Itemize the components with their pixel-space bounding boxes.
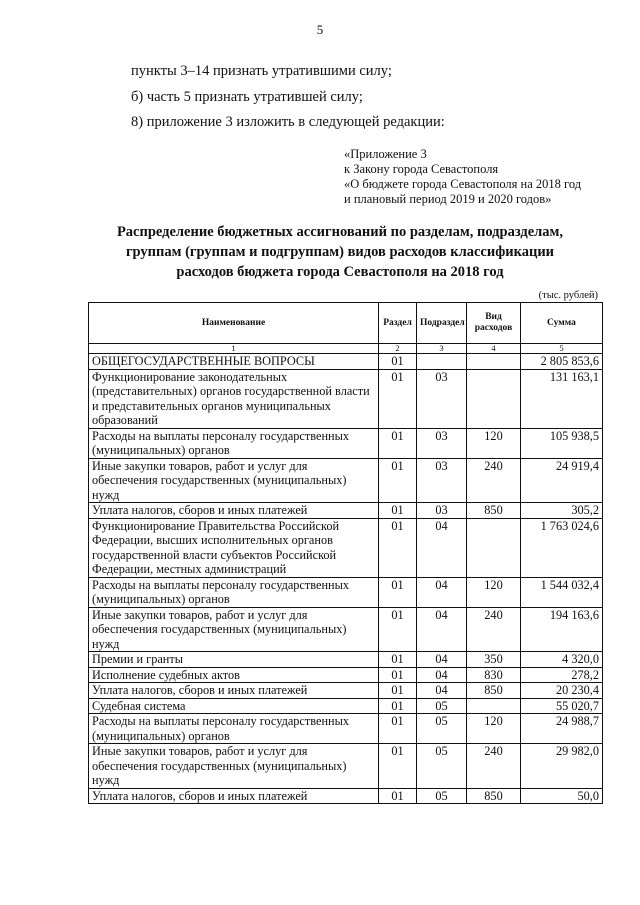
cell-expense-type: 830 [467,667,521,683]
paragraph-2: б) часть 5 признать утратившей силу; [131,89,363,105]
cell-amount: 305,2 [521,503,603,519]
cell-subsection: 03 [417,503,467,519]
cell-name: Уплата налогов, сборов и иных платежей [89,503,379,519]
cell-subsection: 04 [417,577,467,607]
page-number: 5 [316,22,324,37]
cell-expense-type: 350 [467,652,521,668]
cell-amount: 50,0 [521,788,603,804]
paragraph-1: пункты 3–14 признать утратившими силу; [131,63,392,79]
cell-amount: 194 163,6 [521,607,603,652]
table-row [89,503,603,519]
table-row [89,354,603,370]
cell-amount: 131 163,1 [521,369,603,428]
cell-section: 01 [379,354,417,370]
table-row [89,652,603,668]
cell-amount: 24 988,7 [521,714,603,744]
table-row [89,369,603,428]
cell-section: 01 [379,607,417,652]
cell-expense-type: 850 [467,503,521,519]
cell-amount: 20 230,4 [521,683,603,699]
cell-name: Премии и гранты [89,652,379,668]
appendix-note-line: «Приложение 3 [344,147,427,161]
cell-name: Расходы на выплаты персоналу государственных (муниципальных) органов [89,714,379,744]
cell-amount: 1 763 024,6 [521,518,603,577]
header-section: Раздел [379,303,417,344]
table-row [89,607,603,652]
cell-subsection: 04 [417,607,467,652]
cell-subsection: 03 [417,369,467,428]
column-number: 1 [89,344,379,354]
cell-section: 01 [379,652,417,668]
cell-section: 01 [379,518,417,577]
cell-amount: 105 938,5 [521,428,603,458]
cell-name: Судебная система [89,698,379,714]
cell-expense-type: 240 [467,607,521,652]
cell-subsection: 03 [417,428,467,458]
column-number: 3 [417,344,467,354]
cell-section: 01 [379,698,417,714]
cell-name: ОБЩЕГОСУДАРСТВЕННЫЕ ВОПРОСЫ [89,354,379,370]
cell-expense-type [467,354,521,370]
column-number: 5 [521,344,603,354]
cell-name: Иные закупки товаров, работ и услуг для обеспечения государственных (муниципальных) нужд [89,458,379,503]
table-header-row [89,303,603,344]
cell-subsection: 05 [417,744,467,789]
document-title [70,222,610,282]
cell-subsection: 05 [417,698,467,714]
table-row [89,458,603,503]
units-label: (тыс. рублей) [538,290,598,301]
cell-name: Расходы на выплаты персоналу государственных (муниципальных) органов [89,577,379,607]
appendix-note-line: и плановый период 2019 и 2020 годов» [344,192,552,206]
cell-name: Уплата налогов, сборов и иных платежей [89,683,379,699]
paragraph-3: 8) приложение 3 изложить в следующей редакции: [131,114,445,130]
cell-amount: 1 544 032,4 [521,577,603,607]
cell-expense-type: 850 [467,788,521,804]
cell-name: Расходы на выплаты персоналу государственных (муниципальных) органов [89,428,379,458]
cell-expense-type: 240 [467,744,521,789]
cell-name: Уплата налогов, сборов и иных платежей [89,788,379,804]
cell-expense-type: 850 [467,683,521,699]
cell-expense-type: 240 [467,458,521,503]
cell-amount: 4 320,0 [521,652,603,668]
header-expense-type: Вид расходов [467,303,521,344]
cell-amount: 2 805 853,6 [521,354,603,370]
cell-amount: 24 919,4 [521,458,603,503]
cell-expense-type [467,518,521,577]
cell-section: 01 [379,744,417,789]
cell-subsection: 03 [417,458,467,503]
table-row [89,667,603,683]
table-row [89,428,603,458]
table-row [89,714,603,744]
cell-section: 01 [379,683,417,699]
cell-name: Исполнение судебных актов [89,667,379,683]
cell-subsection: 05 [417,714,467,744]
appendix-note-line: «О бюджете города Севастополя на 2018 год [344,177,582,191]
cell-name: Функционирование Правительства Российской Федерации, высших исполнительных органов государственной власти субъектов Российской Федерации, местных администраций [89,518,379,577]
title-line: Распределение бюджетных ассигнований по разделам, подразделам, [116,224,564,240]
header-amount: Сумма [521,303,603,344]
column-number: 4 [467,344,521,354]
cell-section: 01 [379,788,417,804]
cell-section: 01 [379,503,417,519]
cell-amount: 29 982,0 [521,744,603,789]
cell-subsection: 04 [417,683,467,699]
column-number-row [89,344,603,354]
appendix-note-line: к Закону города Севастополя [344,162,499,176]
cell-expense-type: 120 [467,577,521,607]
cell-section: 01 [379,577,417,607]
cell-subsection: 04 [417,667,467,683]
table-row [89,683,603,699]
table-row [89,518,603,577]
cell-amount: 55 020,7 [521,698,603,714]
cell-amount: 278,2 [521,667,603,683]
cell-name: Иные закупки товаров, работ и услуг для обеспечения государственных (муниципальных) нужд [89,607,379,652]
cell-section: 01 [379,458,417,503]
cell-subsection: 04 [417,518,467,577]
cell-subsection: 04 [417,652,467,668]
cell-subsection [417,354,467,370]
appendix-note [344,147,581,207]
cell-section: 01 [379,428,417,458]
budget-table [88,302,603,804]
table-row [89,577,603,607]
cell-expense-type: 120 [467,428,521,458]
column-number: 2 [379,344,417,354]
table-row [89,788,603,804]
header-name: Наименование [89,303,379,344]
cell-section: 01 [379,667,417,683]
table-row [89,744,603,789]
cell-expense-type [467,698,521,714]
title-line: расходов бюджета города Севастополя на 2018 год [176,264,504,280]
header-subsection: Подраздел [417,303,467,344]
table-row [89,698,603,714]
cell-subsection: 05 [417,788,467,804]
title-line: группам (группам и подгруппам) видов расходов классификации [125,244,555,260]
cell-expense-type [467,369,521,428]
cell-name: Иные закупки товаров, работ и услуг для обеспечения государственных (муниципальных) нужд [89,744,379,789]
cell-section: 01 [379,369,417,428]
cell-expense-type: 120 [467,714,521,744]
cell-name: Функционирование законодательных (представительных) органов государственной власти и представительных органов муниципальных образований [89,369,379,428]
cell-section: 01 [379,714,417,744]
